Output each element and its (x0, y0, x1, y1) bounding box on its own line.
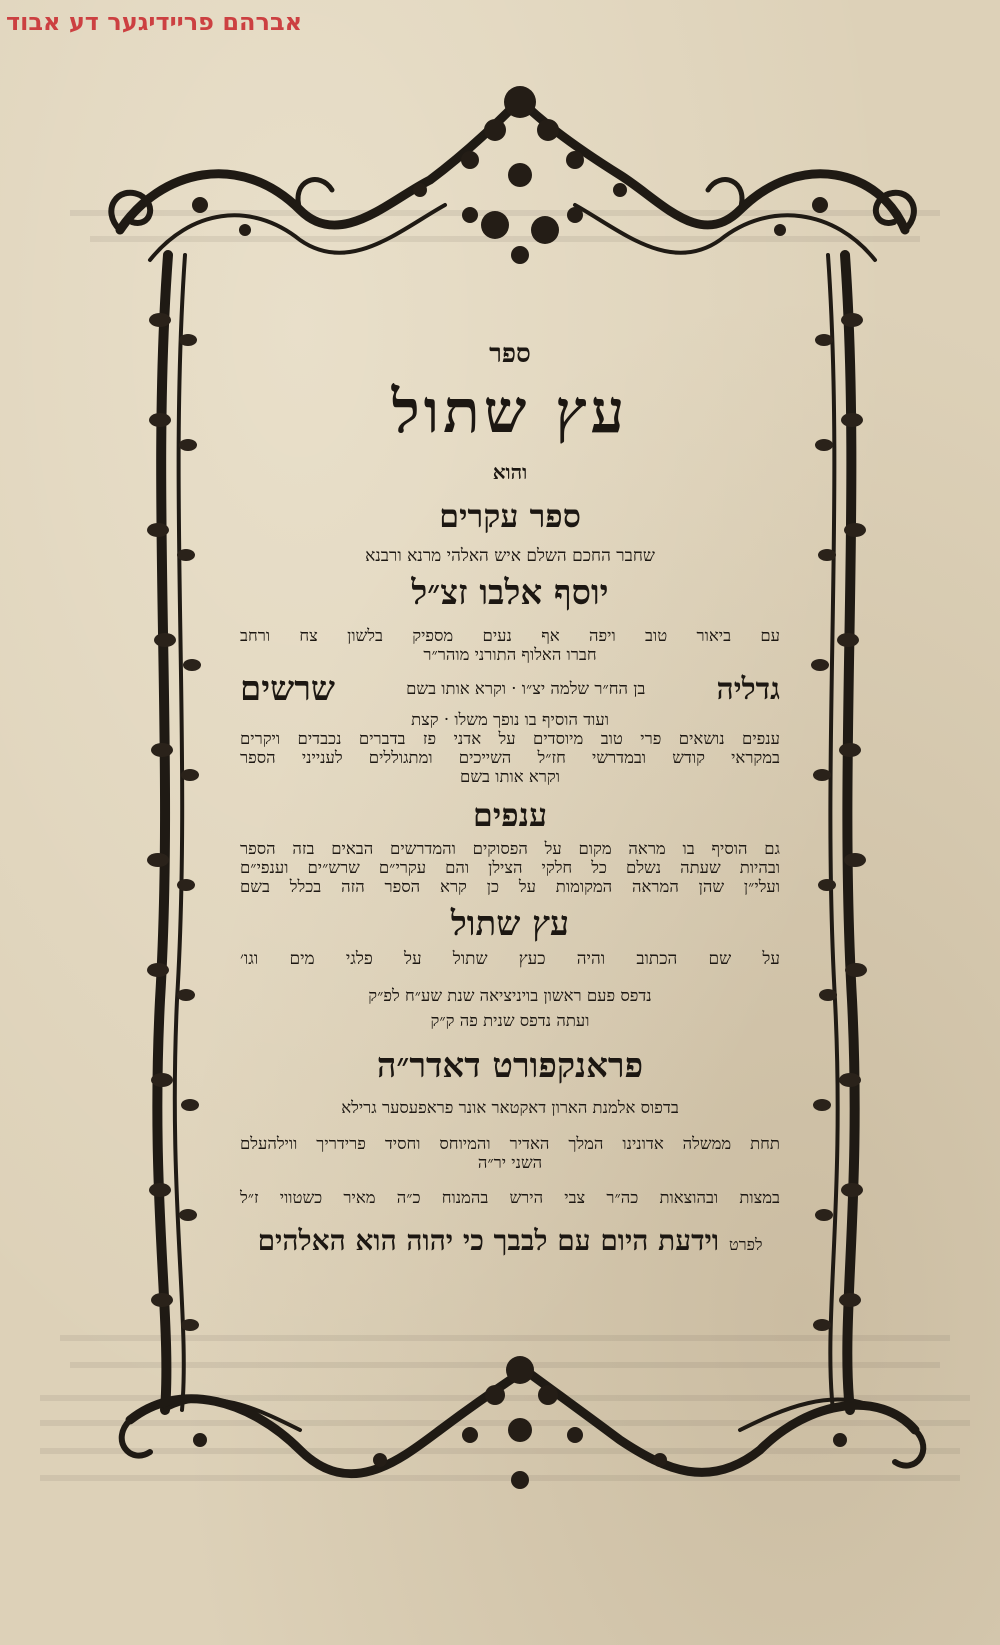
commentator-name: גדליה (716, 671, 780, 707)
commentator-lineage: בן הח״ר שלמה יצ״ו · וקרא אותו בשם (406, 679, 646, 699)
added-line-4: וקרא אותו בשם (460, 767, 560, 787)
second-printing-line: ועתה נדפס שנית פה ק״ק (430, 1011, 590, 1031)
chronogram-verse: וידעת היום עם לבבך כי יהוה הוא האלהים (257, 1224, 720, 1258)
added-line-2: ענפים נושאים פרי טוב מיוסדים על אדני פז בדברים נכבדים ויקרים (240, 729, 780, 749)
chronogram-label: לפרט (729, 1235, 763, 1255)
commentary-line-1: עם ביאור טוב ויפה אף נעים מספיק בלשון צח ורחב (240, 626, 780, 646)
author-intro: שחבר החכם השלם איש האלהי מרנא ורבנא (365, 545, 655, 566)
vehu-line: והוא (492, 459, 528, 484)
commentary-name-shorashim: שרשים (240, 669, 335, 710)
government-line-2: השני יר״ה (477, 1153, 543, 1173)
added-line-3: במקראי קודש ובמדרשי חז״ל השייכים ומתגוללים לענייני הספר (240, 748, 780, 768)
ownership-stamp: אברהם פריידיגער דע אבוד (6, 8, 303, 36)
title-text-block (240, 340, 780, 1258)
book-title: עץ שתול (391, 376, 629, 447)
publisher-line: במצות ובהוצאות כה״ר צבי הירש בהמנוח כ״ה מאיר כשטווי ז״ל (240, 1188, 780, 1208)
also-line-1: גם הוסיף בו מראה מקום על הפסוקים והמדרשים הבאים בזה הספר (240, 838, 780, 858)
verse-line: על שם הכתוב והיה כעץ שתול על פלגי מים וגו׳ (240, 948, 780, 969)
printer-line: בדפוס אלמנת הארון דאקטאר אונר פראפעסער גרילא (341, 1097, 679, 1117)
author-name: יוסף אלבו זצ״ל (411, 573, 609, 614)
subtitle-ikkarim: ספר עקרים (439, 496, 581, 535)
also-line-2: ובהיות שעתה נשלם כל חלקי הצילן והם עקרי״ם שרש״ים וענפי״ם (240, 857, 780, 877)
section-anafim: ענפים (472, 796, 548, 835)
commentary-line-2: חברו האלוף התורני מוהר״ר (423, 645, 597, 665)
added-line-1: ועוד הוסיף בו נופך משלו · קצת (411, 710, 609, 730)
heading-sefer: ספר (489, 339, 531, 369)
government-line-1: תחת ממשלה אדונינו המלך האדיר והמיוחס וחסיד פרידריך ווילהעלם (240, 1134, 780, 1154)
first-printing-line: נדפס פעם ראשון בויניציאה שנת שע״ח לפ״ק (368, 986, 652, 1006)
also-line-3: ועלי״ן שהן המראה המקומות על כן קרא הספר הזה בכלל בשם (240, 876, 780, 896)
commentator-row (240, 669, 780, 709)
chronogram-row (240, 1224, 780, 1258)
etz-shatul-heading: עץ שתול (450, 903, 570, 944)
city-name: פראנקפורט דאדר״ה (376, 1046, 644, 1087)
